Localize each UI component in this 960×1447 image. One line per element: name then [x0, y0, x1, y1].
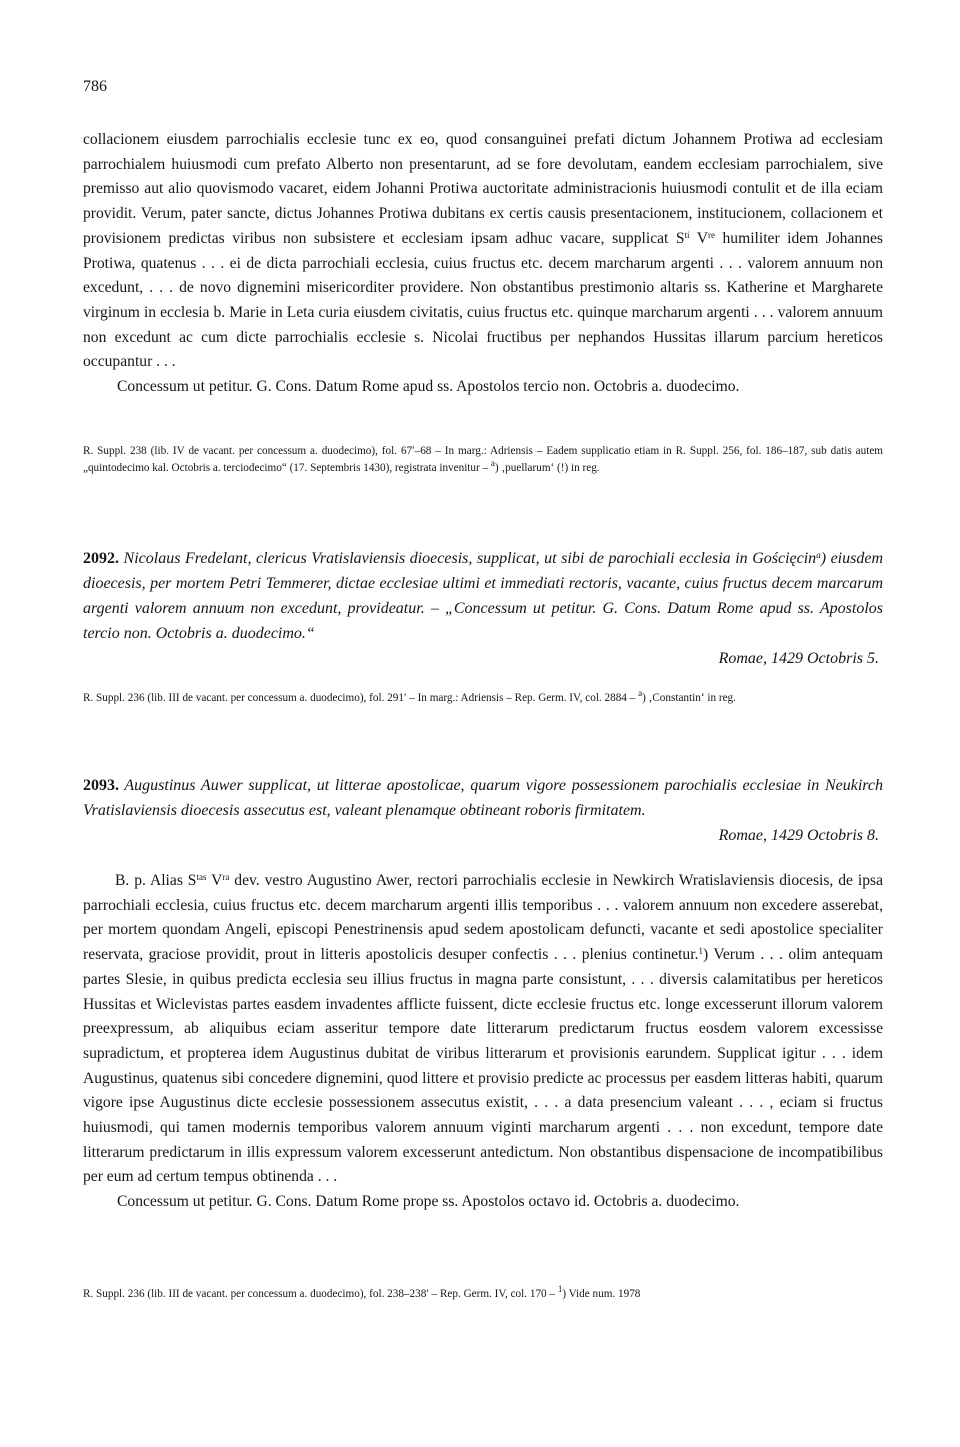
entry-2093-number: 2093.: [83, 777, 119, 794]
entry-2092-date: Romae, 1429 Octobris 5.: [718, 650, 879, 667]
entry-2092-footnote: R. Suppl. 236 (lib. III de vacant. per concessum a. duodecimo), fol. 291′ – In marg.: Adriensis – Rep. Germ. IV, col. 2884 – $^a$) ‚Constantin‘ in reg.: [83, 688, 736, 704]
entry-2093-date: Romae, 1429 Octobris 8.: [718, 827, 879, 844]
entry-2092: [83, 546, 883, 671]
previous-entry-footnote: R. Suppl. 238 (lib. IV de vacant. per concessum a. duodecimo), fol. 67′–68 – In marg.: Adriensis – Eadem supplicatio etiam in R. Suppl. 256, fol. 186–187, sub datis autem „quintodecimo kal. Octobris a. terciodecimo“ (17. Septembris 1430), registrata invenitur – $^a$) ‚puellarum‘ (!) in reg.: [83, 445, 883, 474]
entry-2093-footnote: R. Suppl. 236 (lib. III de vacant. per concessum a. duodecimo), fol. 238–238′ – Rep. Germ. IV, col. 170 – $^1$) Vide num. 1978: [83, 1284, 641, 1300]
page-number: 786: [83, 78, 107, 95]
previous-entry: [83, 128, 883, 400]
entry-2093-body: B. p. Alias $S^{tas}$ $V^{ra}$ dev. vestro Augustino Awer, rectori parrochialis ecclesie in Newkirch Wratislaviensis diocesis, de ipsa parrochiali ecclesia, cuius fructus etc. decem marcharum argenti illis temporibus . . . valorem annuum non excedere asserebat, per mortem quondam Angeli, episcopi Penestrinensis apud sedem apostolicam defuncti, vacante et sedi apostolice specialiter reservata, graciose providit, prout in litteris apostolicis desuper confectis . . . plenius continetur.$^1$) Verum . . . olim antequam partes Slesie, in quibus predicta ecclesia seu illius fructus in magna parte consistunt, . . . diversis calamitatibus per hereticos Hussitas et Wiclevistas partes easdem invadentes afflicte fuissent, dicte ecclesie fructus etc. longe excesserunt illorum valorem preexpressum, ab aliquibus eciam asseritur tempore date litterarum predictarum fructus eosdem valorem excessisse supradictum, et propterea idem Augustinus dubitat de viribus litterarum et provisionis earundem. Supplicat igitur . . . idem Augustinus, quatenus sibi concedere dignemini, quod littere et provisio predicte ac processus per easdem litteras habiti, quarum vigore ipse Augustinus dicte ecclesie possessionem assecutus existit, . . . a data presencium valeant . . . , eciam si fructus huiusmodi, qui tamen modernis temporibus valorem annuum viginti marcharum argenti . . . non excedunt, tempore date litterarum predictarum in illis expressum valorem excesserunt antedictum. Non obstantibus dispensacione de incompatibilibus per eum ad certum tempus obtinenda . . .: [83, 872, 883, 1186]
entry-2093-text: [83, 869, 883, 1215]
previous-entry-concessum: Concessum ut petitur. G. Cons. Datum Rome apud ss. Apostolos tercio non. Octobris a. duodecimo.: [117, 378, 740, 396]
entry-2092-heading: 2092. Nicolaus Fredelant, clericus Vratislaviensis dioecesis, supplicat, ut sibi de parochiali ecclesia in Gościęcin$^a$) eiusdem dioecesis, per mortem Petri Temmerer, dictae ecclesiae ultimi et immediati rectoris, vacante, cuius fructus decem marcarum argenti valorem annuum non excedunt, provideatur. – „Concessum ut petitur. G. Cons. Datum Rome apud ss. Apostolos tercio non. Octobris a. duodecimo.“: [83, 550, 884, 642]
entry-2093-concessum: Concessum ut petitur. G. Cons. Datum Rome prope ss. Apostolos octavo id. Octobris a. duodecimo.: [117, 1193, 740, 1211]
entry-2092-number: 2092.: [83, 550, 119, 567]
entry-2093-heading: 2093. Augustinus Auwer supplicat, ut litterae apostolicae, quarum vigore possessionem parochialis ecclesiae in Neukirch Vratislaviensis dioecesis assecutus est, valeant plenamque obtineant roboris firmitatem.: [83, 777, 883, 819]
entry-2093: [83, 773, 883, 848]
previous-entry-body: collacionem eiusdem parrochialis ecclesie tunc ex eo, quod consanguinei prefati dictum Johannem Protiwa ad ecclesiam parrochialem huiusmodi cum prefato Alberto non presentarunt, ad se fore devolutam, eandem ecclesiam parrochialem, sive premisso aut alio quovismodo vacaret, eidem Johanni Protiwa auctoritate administracionis huiusmodi contulit et de illa eciam providit. Verum, pater sancte, dictus Johannes Protiwa dubitans ex certis causis presentacionem, institucionem, collacionem et provisionem predictas viribus non subsistere et ecclesiam ipsam adhuc vacare, supplicat $S^{ti}$ Vre humiliter idem Johannes Protiwa, quatenus . . . ei de dicta parrochiali ecclesia, cuius fructus etc. decem marcharum argenti . . . valorem annuum non excedunt, . . . de novo dignemini misericorditer providere. Non obstantibus prestimonio altaris ss. Katherine et Margharete virginum in ecclesia b. Marie in Leta curia eiusdem civitatis, cuius fructus etc. quinque marcharum argenti . . . valorem annuum non excedunt ac cum dicte parrochialis ecclesie s. Nicolai fructibus per nephandos Hussitas illarum parcium hereticos occupantur . . .: [83, 131, 883, 371]
